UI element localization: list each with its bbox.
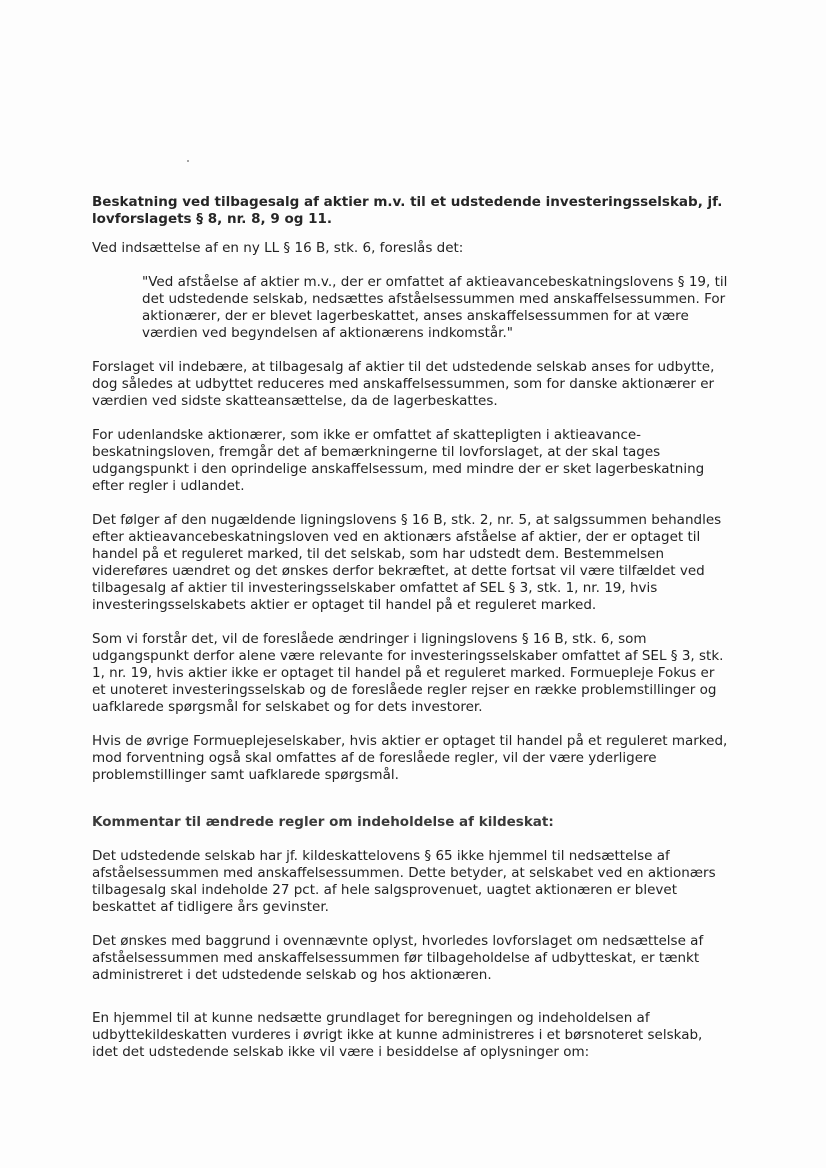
paragraph: Det udstedende selskab har jf. kildeskattelovens § 65 ikke hjemmel til nedsættelse af afståelsessummen med anskaffelsessummen. Dette betyder, at selskabet ved en aktionærs tilbagesalg skal indeholde 27 pct. af hele salgsprovenuet, uagtet aktionæren er blevet beskattet af tidligere års gevinster. [92,848,716,915]
section-heading: Kommentar til ændrede regler om indeholdelse af kildeskat: [92,814,554,830]
paragraph: Forslaget vil indebære, at tilbagesalg af aktier til det udstedende selskab anses for udbytte, dog således at udbyttet reduceres med anskaffelsessummen, som for danske aktionærer er værdien ved sidste skatteansættelse, da de lagerbeskattes. [92,359,715,409]
document-title: Beskatning ved tilbagesalg af aktier m.v. til et udstedende investeringsselskab, jf. lovforslagets § 8, nr. 8, 9 og 11. [92,194,723,227]
intro-paragraph: Ved indsættelse af en ny LL § 16 B, stk. 6, foreslås det: [92,240,464,256]
paragraph: For udenlandske aktionærer, som ikke er omfattet af skattepligten i aktieavance-beskatningsloven, fremgår det af bemærkningerne til lovforslaget, at der skal tages udgangspunkt i den oprindelige anskaffelsessum, med mindre der er sket lagerbeskatning efter regler i udlandet. [92,427,705,494]
paragraph: Som vi forstår det, vil de foreslåede ændringer i ligningslovens § 16 B, stk. 6, som udgangspunkt derfor alene være relevante for investeringsselskaber omfattet af SEL § 3, stk. 1, nr. 19, hvis aktier ikke er optaget til handel på et reguleret marked. Formuepleje Fokus er et unoteret investeringsselskab og de foreslåede regler rejser en række problemstillinger og uafklarede spørgsmål for selskabet og for dets investorer. [92,631,724,715]
document-page [92,194,732,1078]
paragraph: En hjemmel til at kunne nedsætte grundlaget for beregningen og indeholdelsen af udbyttekildeskatten vurderes i øvrigt ikke at kunne administreres i et børsnoteret selskab, idet det udstedende selskab ikke vil være i besiddelse af oplysninger om: [92,1010,703,1060]
scan-speck [187,160,189,162]
paragraph: Hvis de øvrige Formueplejeselskaber, hvis aktier er optaget til handel på et reguleret marked, mod forventning også skal omfattes af de foreslåede regler, vil der være yderligere problemstillinger samt uafklarede spørgsmål. [92,733,728,783]
paragraph: Det følger af den nugældende ligningslovens § 16 B, stk. 2, nr. 5, at salgssummen behandles efter aktieavancebeskatningsloven ved en aktionærs afståelse af aktier, der er optaget til handel på et reguleret marked, til det selskab, som har udstedt dem. Bestemmelsen videreføres uændret og det ønskes derfor bekræftet, at dette fortsat vil være tilfældet ved tilbagesalg af aktier til investeringsselskaber omfattet af SEL § 3, stk. 1, nr. 19, hvis investeringsselskabets aktier er optaget til handel på et reguleret marked. [92,512,722,613]
paragraph: Det ønskes med baggrund i ovennævnte oplyst, hvorledes lovforslaget om nedsættelse af afståelsessummen med anskaffelsessummen før tilbageholdelse af udbytteskat, er tænkt administreret i det udstedende selskab og hos aktionæren. [92,933,704,983]
law-quote: "Ved afståelse af aktier m.v., der er omfattet af aktieavancebeskatningslovens § 19, til det udstedende selskab, nedsættes afståelsessummen med anskaffelsessummen. For aktionærer, der er blevet lagerbeskattet, anses anskaffelsessummen for at være værdien ved begyndelsen af aktionærens indkomstår." [142,274,728,341]
